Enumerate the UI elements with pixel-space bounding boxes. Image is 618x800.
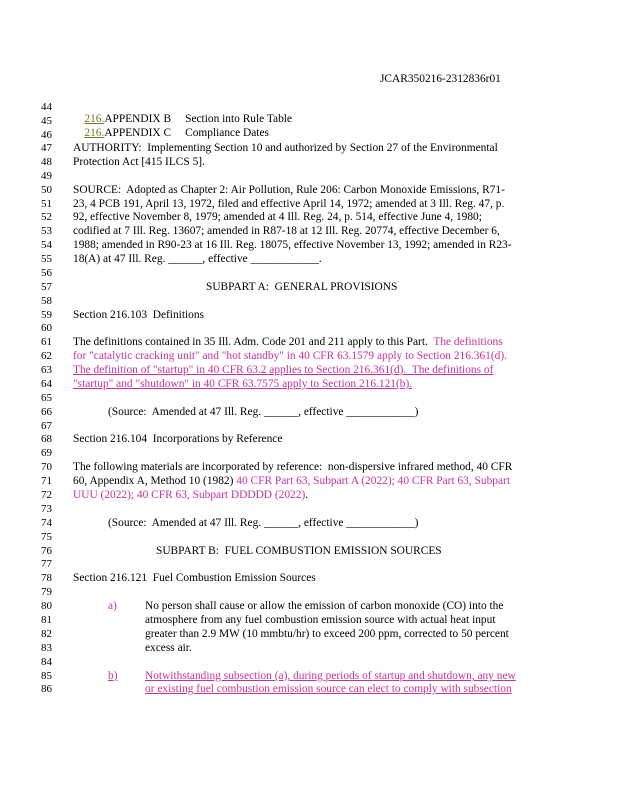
source-line-1: SOURCE: Adopted as Chapter 2: Air Pollution, Rule 206: Carbon Monoxide Emissions, R71-	[73, 184, 505, 196]
source-line-2: 23, 4 PCB 191, April 13, 1972, filed and effective April 14, 1972; amended at 3 Ill. Reg. 47, p.	[73, 198, 505, 210]
subpart-b-heading: SUBPART B: FUEL COMBUSTION EMISSION SOURCES	[156, 545, 442, 557]
line-number: 50	[41, 184, 52, 196]
plain-text: .	[305, 489, 309, 501]
line-number: 66	[41, 406, 52, 418]
line-number: 60	[41, 322, 52, 334]
line-number: 46	[41, 129, 52, 141]
line-number: 84	[41, 656, 52, 668]
line-number: 49	[41, 170, 52, 182]
plain-text: 60, Appendix A, Method 10 (1982)	[73, 475, 234, 487]
line-number: 52	[41, 211, 52, 223]
line-number: 64	[41, 378, 52, 390]
line-number: 81	[41, 614, 52, 626]
line-number: 58	[41, 295, 52, 307]
section-103-line-4: "startup" and "shutdown" in 40 CFR 63.7575 apply to Section 216.121(b).	[73, 378, 413, 390]
subsection-a-line-2: atmosphere from any fuel combustion emission source with actual heat input	[145, 614, 496, 626]
line-number: 78	[41, 572, 52, 584]
line-number: 80	[41, 600, 52, 612]
line-number: 85	[41, 670, 52, 682]
source-line-6: 18(A) at 47 Ill. Reg. ______, effective ____________.	[73, 253, 322, 265]
section-104-line-2	[73, 475, 510, 487]
line-number: 65	[41, 392, 52, 404]
line-number: 82	[41, 628, 52, 640]
line-number: 47	[41, 142, 52, 154]
subpart-a-heading: SUBPART A: GENERAL PROVISIONS	[206, 281, 398, 293]
source-line-3: 92, effective November 8, 1979; amended at 4 Ill. Reg. 24, p. 514, effective June 4, 1980;	[73, 211, 482, 223]
line-number: 59	[41, 309, 52, 321]
line-number: 51	[41, 198, 52, 210]
line-number: 75	[41, 531, 52, 543]
inserted-text: UUU (2022); 40 CFR 63, Subpart DDDDD (2022)	[73, 489, 306, 501]
authority-line-2: Protection Act [415 ILCS 5].	[73, 156, 205, 168]
toc-label: APPENDIX C	[104, 127, 172, 139]
section-104-line-3	[73, 489, 308, 501]
line-number: 63	[41, 364, 52, 376]
section-104-line-1: The following materials are incorporated by reference: non-dispersive infrared method, 40 CFR	[73, 461, 513, 473]
plain-text: The definitions contained in 35 Ill. Adm. Code 201 and 211 apply to this Part.	[73, 336, 434, 348]
toc-label: APPENDIX B	[104, 113, 172, 125]
line-number: 45	[41, 115, 52, 127]
subsection-b-line-2: or existing fuel combustion emission source can elect to comply with subsection	[145, 683, 512, 695]
document-id: JCAR350216-2312836r01	[380, 73, 501, 85]
line-number: 72	[41, 489, 52, 501]
subsection-b-label: b)	[108, 670, 118, 682]
toc-section-number[interactable]: 216.	[84, 127, 105, 139]
section-104-heading: Section 216.104 Incorporations by Reference	[73, 433, 283, 445]
line-number: 48	[41, 156, 52, 168]
line-number: 71	[41, 475, 52, 487]
line-number: 57	[41, 281, 52, 293]
line-number: 62	[41, 350, 52, 362]
line-number: 74	[41, 517, 52, 529]
section-103-source-note: (Source: Amended at 47 Ill. Reg. ______, effective ____________)	[108, 406, 419, 418]
line-number: 55	[41, 253, 52, 265]
subsection-a-label: a)	[108, 600, 117, 612]
section-121-heading: Section 216.121 Fuel Combustion Emission Sources	[73, 572, 316, 584]
subsection-b-line-1: Notwithstanding subsection (a), during periods of startup and shutdown, any new	[145, 670, 516, 682]
line-number: 79	[41, 586, 52, 598]
section-103-line-2: for "catalytic cracking unit" and "hot standby" in 40 CFR 63.1579 apply to Section 216.361(d).	[73, 350, 507, 362]
toc-title: Section into Rule Table	[185, 113, 292, 125]
line-number: 68	[41, 433, 52, 445]
line-number: 86	[41, 683, 52, 695]
subsection-a-line-3: greater than 2.9 MW (10 mmbtu/hr) to exceed 200 ppm, corrected to 50 percent	[145, 628, 509, 640]
source-line-4: codified at 7 Ill. Reg. 13607; amended in R87-18 at 12 Ill. Reg. 20774, effective December 6,	[73, 225, 500, 237]
section-103-heading: Section 216.103 Definitions	[73, 309, 204, 321]
line-number: 69	[41, 447, 52, 459]
line-number: 54	[41, 239, 52, 251]
inserted-text: 40 CFR Part 63, Subpart A (2022); 40 CFR Part 63, Subpart	[233, 475, 510, 487]
line-number: 83	[41, 642, 52, 654]
line-number: 76	[41, 545, 52, 557]
toc-section-number[interactable]: 216.	[84, 113, 105, 125]
section-103-line-1	[73, 336, 503, 348]
line-number: 44	[41, 101, 52, 113]
line-number: 67	[41, 420, 52, 432]
line-number: 70	[41, 461, 52, 473]
line-number: 56	[41, 267, 52, 279]
line-number: 77	[41, 558, 52, 570]
subsection-a-line-1: No person shall cause or allow the emission of carbon monoxide (CO) into the	[145, 600, 504, 612]
line-number: 73	[41, 503, 52, 515]
line-number: 61	[41, 336, 52, 348]
section-103-line-3: The definition of "startup" in 40 CFR 63.2 applies to Section 216.361(d). The definitions of	[73, 364, 494, 376]
toc-title: Compliance Dates	[185, 127, 269, 139]
subsection-a-line-4: excess air.	[145, 642, 192, 654]
authority-line-1: AUTHORITY: Implementing Section 10 and authorized by Section 27 of the Environmental	[73, 142, 498, 154]
inserted-text: The definitions	[433, 336, 503, 348]
line-number: 53	[41, 225, 52, 237]
section-104-source-note: (Source: Amended at 47 Ill. Reg. ______, effective ____________)	[108, 517, 419, 529]
source-line-5: 1988; amended in R90-23 at 16 Ill. Reg. 18075, effective November 13, 1992; amended in R23-	[73, 239, 512, 251]
